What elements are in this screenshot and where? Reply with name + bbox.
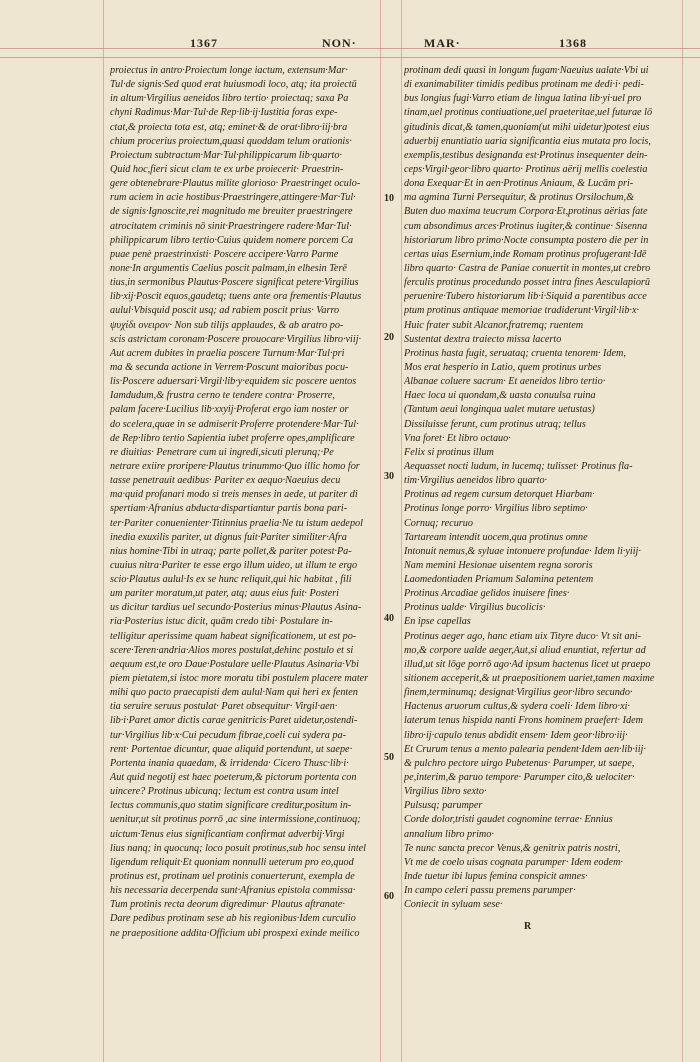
text-line: Buten duo maxima teucrum Corpora·Et,protinus aërias fate <box>404 206 648 218</box>
text-line: chium procerius proiectum,quasi quoddam telum orationis· <box>110 135 352 147</box>
text-line: tasse penetrauit aedibus· Pariter ex aequo·Naeuius decu <box>110 475 341 487</box>
text-line: aequum est,te oro Daue·Postulare uelle·Plautus Asinaria·Vbi <box>110 658 359 670</box>
text-line: Aequasset nocti ludum, in lucemq; tulisset· Protinus fla- <box>404 460 633 472</box>
text-line: in altum·Virgilius aeneidos libro tertio· proiectaq; saxa Pa <box>110 93 349 105</box>
text-line: Protinus aeger ago, hanc etiam uix Tityre duco· Vt sit ani- <box>404 630 641 642</box>
text-line: mihi quo pacto praecapisti dem aulul·Nam qui heri ex fenten <box>110 687 358 699</box>
text-line: um pariter moratum,ut pater, atq; auus eius fuit· Posteri <box>110 588 339 600</box>
text-line: Cornuq; recuruo <box>404 517 473 529</box>
text-line: Protinus ualde· Virgilius bucolicis· <box>404 602 546 614</box>
line-number-10: 10 <box>384 193 394 204</box>
text-line: lis·Poscere aduersari·Virgil·lib·y·equidem sic poscere uentos <box>110 376 357 388</box>
text-line: En ipse capellas <box>404 616 471 628</box>
text-line: Laomedontiaden Priamum Salamina petentem <box>404 574 594 586</box>
rule-line-header <box>0 57 700 58</box>
text-line: rent· Portentae dicuntur, quae aliquid portendunt, ut saepe· <box>110 743 353 755</box>
text-line: mo,& corpore ualde aeger,Aut,si aliud enuntiat, refertur ad <box>404 644 646 656</box>
text-line: Aut quid negotij est haec poeterum,& pictorum portenta con <box>110 772 357 784</box>
text-line: Nam memini Hesionae uisentem regna sororis <box>404 559 593 571</box>
text-line: exemplis,testibus designanda est·Protinus insequenter dein- <box>404 149 648 161</box>
text-line: Protinus Arcadiae gelidos inuisere fines· <box>404 588 570 600</box>
rule-line-left-inner <box>380 0 381 1062</box>
text-line: inedia exuxilis pariter, ut dignus fuit·Pariter similiter·Afra <box>110 531 347 543</box>
text-line: tia seruire seruus postulat· Paret obsequitur· Virgil·aen· <box>110 701 338 713</box>
text-line: piem pietatem,si istoc more moratu tibi postulem placere mater <box>110 673 369 685</box>
text-line: uincere? Protinus ubicunq; lectum est contra usum intel <box>110 786 339 798</box>
text-line: lius nanq; in quocunq; loco posuit protinus,sub hoc sensu intel <box>110 842 366 854</box>
text-line: Haec loca ui quondam,& uasta conuulsa ruina <box>404 390 596 402</box>
text-line: gere obtenebrare·Plautus milite glorioso· Praestringet oculo- <box>110 178 361 190</box>
text-line: Sustentat dextra traiecto missa lacerto <box>404 333 562 345</box>
text-line: Tul·de signis·Sed quod erat huiusmodi loco, atq; ita proiectū <box>110 79 357 91</box>
text-line: netrare exiire proripere·Plautus trinummo·Quo illic homo for <box>110 460 360 472</box>
text-line: philippicarum libro tertio·Cuius quidem nomere porcem Ca <box>110 234 354 246</box>
text-line: aulul·Vbisquid poscit usq; ad rabiem poscit prius· Varro <box>110 305 340 317</box>
left-text-column <box>110 64 376 944</box>
text-line: Huic frater subit Alcanor,fratremq; ruentem <box>404 319 584 331</box>
text-line: Pulsusq; parumper <box>404 800 483 812</box>
text-line: Vt me de coelo uisas cognata parumper· Idem eodem· <box>404 856 623 868</box>
text-line: ma·quid profanari modo si treis menses in aede, ut pariter di <box>110 489 358 501</box>
text-line: proiectus in antro·Proiectum longe iactum, extensum·Mar· <box>110 65 348 76</box>
text-line: us dicitur tardius uel secundo·Posterius minus·Plautus Asina- <box>110 602 362 614</box>
text-line: In campo celeri passu premens parumper· <box>404 885 576 897</box>
text-line: Aut acrem dubites in praelia poscere Turnum·Mar·Tul·pri <box>110 347 345 359</box>
text-line: uictum·Tenus eius significantiam confirmat adverbij·Virgi <box>110 828 345 840</box>
text-line: Quid hoc,fieri sicut clam te ex urbe proiecerit· Praestrin- <box>110 163 344 175</box>
right-running-title: MAR· <box>424 36 461 50</box>
text-line: aduerbij enuntiatio uaria significantia eius mutata pro locis, <box>404 135 651 147</box>
text-line: gitudinis dicat,& tamen,quoniam(ut mihi uidetur)potest eius <box>404 121 650 133</box>
text-line: his necessaria decerpenda sunt·Afranius epistola commissa· <box>110 885 356 897</box>
text-line: libro quarto· Castra de Paniae conuertit in montes,ut crebro <box>404 262 651 274</box>
left-page-number: 1367 <box>190 36 218 50</box>
text-line: telligitur aperissime quam habeat significationem, ut est po- <box>110 630 357 642</box>
text-line: Virgilius libro sexto· <box>404 786 487 798</box>
text-line: ceps·Virgil·geor·libro quarto· Protinus aërij mellis coelestia <box>404 163 648 175</box>
text-line: Protinus hasta fugit, seruataq; cruenta tenorem· Idem, <box>404 347 626 359</box>
text-line: ptum protinus antiquae memoriae tradiderunt·Virgil·lib·x· <box>404 305 640 317</box>
text-line: Albanae coluere sacrum· Et aeneidos libro tertio· <box>404 376 606 388</box>
rule-line-gutter <box>401 0 402 1062</box>
text-line: Protinus ad regem cursum detorquet Hiarbam· <box>404 489 595 501</box>
text-line: Tartaream intendit uocem,qua protinus omne <box>404 531 588 543</box>
text-line: Portenta inania quaedam, & irridenda· Cicero Thusc·lib·i· <box>110 757 349 769</box>
line-number-60: 60 <box>384 891 394 902</box>
text-line: certas uias Esernium,inde Romam protinus profugerant·Idē <box>404 248 647 260</box>
left-running-title: NON· <box>322 36 357 50</box>
text-line: tur·Virgilius lib·x·Cui pecudum fibrae,coeli cui sydera pa- <box>110 729 346 741</box>
text-line: & pulchro pectore uirgo Pubetenus· Parumper, ut saepe, <box>404 757 635 769</box>
text-line: di exanimabiliter timidis pedibus protinam me dedi·i· pedi- <box>404 79 644 91</box>
line-number-20: 20 <box>384 332 394 343</box>
text-line: ψυχίδι ονειρον· Non sub tilijs applaudes, & ab aratro po- <box>110 319 344 331</box>
text-line: Dare pedibus protinam sese ab his regionibus·Idem curculio <box>110 913 356 925</box>
text-line: re diuitias· Penetrare cum ui ingredi,sicuti plerunq;·Pe <box>110 446 334 458</box>
text-line: Hactenus aruorum cultus,& sydera coeli· Idem libro·xi· <box>404 701 630 713</box>
text-line: Corde dolor,tristi gaudet cognomine terrae· Ennius <box>404 814 613 826</box>
text-line: Iamdudum,& frustra cerno te tendere contra· Proserre, <box>110 390 335 402</box>
signature-mark: R <box>524 921 532 932</box>
rule-line-left-outer <box>103 0 104 1062</box>
text-line: ma agmina Turni Persequitur, & protinus Orsilochum,& <box>404 192 637 204</box>
text-line: lib·i·Paret amor dictis carae genitricis·Paret uidetur,ostendi- <box>110 715 358 727</box>
text-line: dona Exequar·Et in aen·Protinus Aniaum, & Lucām pri- <box>404 178 634 190</box>
text-line: de Rep·libro tertio Sapientia iubet proferre opes,amplificare <box>110 432 355 444</box>
text-line: Dissiluisse ferunt, cum protinus utraq; tellus <box>404 418 586 430</box>
text-line: Proiectum subtractum·Mar·Tul·philippicarum lib·quarto· <box>110 149 342 161</box>
text-line: tius,in sermonibus Plautus·Poscere significat petere·Virgilius <box>110 277 359 289</box>
text-line: spertiam·Afranius abducta·dispartiantur partis bona pari- <box>110 503 348 515</box>
text-line: Et Crurum tenus a mento palearia pendent·Idem aen·lib·iij· <box>404 743 646 755</box>
text-line: Coniecit in syluam sese· <box>404 899 503 911</box>
text-line: ne praepositione addita·Officium ubi prospexi exinde meilico <box>110 927 360 939</box>
right-text-column <box>404 64 676 944</box>
text-line: ligendum reliquit·Et quoniam nonnulli ueterum pro eo,quod <box>110 856 354 868</box>
line-number-50: 50 <box>384 752 394 763</box>
text-line: protinus est, protinam uel protinis conuerterunt, exempla de <box>110 871 355 883</box>
text-line: Inde tuetur ibi lupus femina conspicit amnes· <box>404 871 588 883</box>
line-number-40: 40 <box>384 613 394 624</box>
text-line: tim·Virgilius aeneidos libro quarto· <box>404 475 548 487</box>
text-line: cum absondimus arces·Protinus iugiter,& continue· Sisenna <box>404 220 648 232</box>
text-line: (Tantum aeui longinqua ualet mutare uetustas) <box>404 404 595 416</box>
rule-line-right-outer <box>682 0 683 1062</box>
text-line: Vna foret· Et libro octauo· <box>404 432 511 444</box>
text-line: atrocitatem criminis nō sinit·Praestringere radere·Mar·Tul· <box>110 220 352 232</box>
text-line: none·In argumentis Caelius poscit palmam,in elhesin Terē <box>110 262 347 274</box>
text-line: tinam,uel protinus contiuatione,uel praeteritae,uel futurae lō <box>404 107 653 119</box>
text-line: scio·Plautus aulul·Is ex se hunc reliquit,qui hic habitat , fili <box>110 574 352 586</box>
text-line: peruenire·Tubero historiarum lib·i·Siquid a parentibus acce <box>404 291 647 303</box>
text-line: Te nunc sancta precor Venus,& genitrix patris nostri, <box>404 842 621 854</box>
text-line: bus longius fugi·Varro etiam de lingua latina lib·yi·uel pro <box>404 93 642 105</box>
text-line: ter·Pariter conuenienter·Titinnius praelia·Ne tu istum aedepol <box>110 517 363 529</box>
text-line: ma & secunda actione in Verrem·Poscunt maioribus pocu- <box>110 361 349 373</box>
text-line: scere·Teren·andria·Alios mores postulat,dehinc postulo et si <box>110 644 354 656</box>
text-line: Mos erat hesperio in Latio, quem protinus urbes <box>404 361 602 373</box>
text-line: sitionem acceperit,& ut praepositionem uariet,tamen maxime <box>404 673 655 685</box>
text-line: finem,terminumq; designat·Virgilius geor·libro secundo· <box>404 687 633 699</box>
text-line: pe,interim,& paruo tempore· Parumper cito,& uelociter· <box>404 772 635 784</box>
text-line: palam facere·Lucilius lib·xxyij·Proferat ergo iam noster or <box>110 404 349 416</box>
text-line: ferculis protinus procedundo posset intra fines Aesculapiorū <box>404 277 650 289</box>
text-line: Felix si protinus illum <box>404 446 494 458</box>
text-line: lib·xij·Poscit equos,gaudetq; tuens ante ora frementis·Plautus <box>110 291 362 303</box>
text-line: illud,ut sit lōge porrō ago·Ad ipsum hactenus licet ut praepo <box>404 658 651 670</box>
text-line: libro·ij·capulo tenus abdidit ensem· Idem geor·libro·iij· <box>404 729 628 741</box>
text-line: scis astrictam coronam·Poscere prouocare·Virgilius libro·viij· <box>110 333 362 345</box>
line-number-30: 30 <box>384 471 394 482</box>
text-line: Tum protinis recta deorum digredimur· Plautus aftranate· <box>110 899 345 911</box>
text-line: chyni Radimus·Mar·Tul·de Rep·lib·ij·Iustitia foras expe- <box>110 107 338 119</box>
text-line: puae penè praestrinxisti· Poscere accipere·Varro Parme <box>110 248 339 260</box>
text-line: ctat,& proiecta tota est, atq; eminet·& de orat·libro·iij·bra <box>110 121 348 133</box>
text-line: nius homine·Tibi in utraq; parte pollet,& pariter potest·Pa- <box>110 545 352 557</box>
text-line: cuuius nitra·Pariter te esse ergo illum uideo, ut illum te ergo <box>110 559 358 571</box>
text-line: lectus communis,quo statim significare creditur,positum in- <box>110 800 352 812</box>
text-line: historiarum libro primo·Nocte consumpta postero die per in <box>404 234 649 246</box>
right-page-number: 1368 <box>559 36 587 50</box>
text-line: de signis·Ignoscite,rei magnitudo me breuiter praestringere <box>110 206 353 218</box>
text-line: laterum tenus hispida nanti Frons hominem praefert· Idem <box>404 715 644 727</box>
text-line: protinam dedi quasi in longum fugam·Naeuius ualate·Vbi ui <box>404 65 649 76</box>
text-line: Protinus longe porro· Virgilius libro septimo· <box>404 503 588 515</box>
text-line: ria·Posterius istuc dicit, quām credo tibi· Postulare in- <box>110 616 333 628</box>
text-line: do scelera,quae in se admiserit·Proferre protendere·Mar·Tul· <box>110 418 359 430</box>
text-line: Intonuit nemus,& syluae intonuere profundae· Idem li·yiij· <box>404 545 641 557</box>
text-line: rum aciem in acie hostibus·Praestringere,attingere·Mar·Tul· <box>110 192 356 204</box>
text-line: uenitur,ut sit protinus porrō ,ac sine intermissione,continuoq; <box>110 814 361 826</box>
text-line: annalium libro primo· <box>404 828 494 840</box>
